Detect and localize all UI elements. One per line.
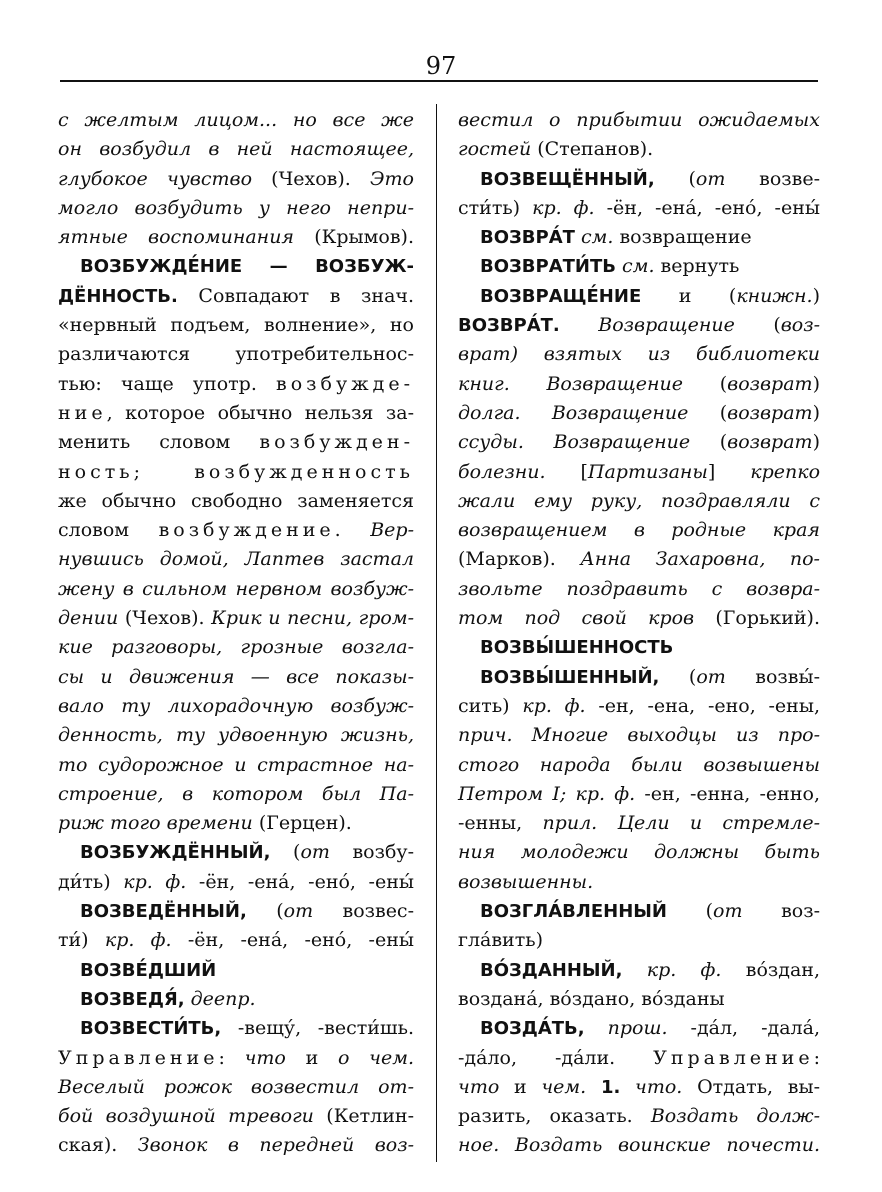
italic-text: Крик и песни, гром-: [211, 607, 414, 630]
text-run: различаются употребительнос-: [58, 343, 414, 366]
headword: ВОЗВЕЩЁННЫЙ,: [480, 168, 655, 190]
text-run: тью: чаще употр.: [58, 372, 277, 395]
text-run: [585, 1017, 608, 1039]
spaced-text: возбужденность: [194, 460, 414, 483]
text-line: [458, 985, 820, 1014]
text-line: [58, 545, 414, 574]
text-line: [58, 252, 414, 281]
italic-text: ное. Воздать воинские почести.: [458, 1134, 820, 1157]
text-line: [458, 458, 820, 487]
text-run: Отдать, вы-: [682, 1075, 821, 1098]
italic-text: деепр.: [190, 987, 256, 1010]
text-line: [458, 1073, 820, 1102]
text-run: (Степанов).: [531, 138, 654, 161]
text-run: ди́ть): [58, 870, 124, 893]
page-number: 97: [425, 52, 457, 80]
header-rule: [60, 80, 818, 82]
text-run: (: [246, 900, 284, 923]
text-line: [458, 809, 820, 838]
text-line: [458, 751, 820, 780]
italic-text: долга. Возвращение: [458, 401, 689, 424]
text-line: [458, 575, 820, 604]
text-line: [58, 106, 414, 135]
italic-text: могло возбудить у него непри-: [58, 196, 414, 219]
headword: ВОЗВРА́Т: [480, 227, 575, 249]
text-line: [58, 428, 414, 457]
text-run: (: [683, 372, 728, 395]
italic-text: прил. Цели и стремле-: [542, 812, 820, 835]
spaced-text: ность: [58, 460, 134, 483]
text-line: [58, 1044, 414, 1073]
text-run: ): [812, 372, 820, 395]
italic-text: прош.: [607, 1017, 668, 1040]
italic-text: сы и движения — все показы-: [58, 665, 414, 688]
italic-text: прич. Многие выходцы из про-: [458, 724, 820, 747]
text-run: возвращение: [613, 226, 752, 249]
text-run: во́здан,: [721, 958, 820, 981]
text-line: [58, 809, 414, 838]
text-run: (Герцен).: [252, 812, 352, 835]
text-run: воздана́, во́здано, во́зданы: [458, 987, 725, 1010]
italic-text: строение, в котором был Па-: [58, 782, 414, 805]
left-column: [58, 106, 414, 1161]
text-run: (: [690, 431, 728, 454]
text-run: ): [812, 401, 820, 424]
text-run: менить словом: [58, 431, 260, 454]
italic-text: кр. ф.: [646, 958, 722, 981]
italic-text: от: [696, 665, 726, 688]
text-run: гла́вить): [458, 929, 543, 952]
text-run: сить): [458, 694, 523, 717]
text-line: [458, 135, 820, 164]
text-line: [58, 458, 414, 487]
spaced-text: возбужден-: [259, 431, 414, 454]
column-divider: [436, 104, 437, 1162]
text-run: :: [218, 1046, 245, 1069]
text-run: (Чехов).: [252, 167, 370, 190]
spaced-text: Управление: [653, 1046, 814, 1069]
text-run: -ён, -ена́, -ено́, -ены́: [594, 196, 820, 219]
text-run: [586, 1076, 601, 1098]
headword: ВОЗВЫ́ШЕННЫЙ,: [480, 666, 660, 688]
text-line: [58, 1102, 414, 1131]
spaced-text: возбуждение: [158, 519, 335, 542]
text-run: разить, оказать.: [458, 1105, 651, 1128]
headword: ВОЗВРАТИ́ТЬ: [480, 256, 616, 278]
text-line: [458, 721, 820, 750]
text-line: [58, 370, 414, 399]
italic-text: Партизаны: [587, 460, 708, 483]
text-line: [58, 897, 414, 926]
text-line: [58, 868, 414, 897]
italic-text: что: [244, 1046, 286, 1069]
text-run: сти́ть): [458, 196, 533, 219]
text-run: -вещу́, -вести́шь.: [221, 1017, 414, 1040]
italic-text: крепко: [750, 460, 821, 483]
italic-text: книг. Возвращение: [458, 372, 684, 395]
text-line: [458, 545, 820, 574]
headword: ВОЗВЕДЯ́,: [80, 988, 185, 1010]
italic-text: бой воздушной тревоги: [58, 1105, 314, 1128]
text-line: [458, 399, 820, 428]
text-line: [458, 1014, 820, 1043]
text-line: [458, 897, 820, 926]
text-run: вернуть: [654, 255, 740, 278]
spaced-text: возбужде-: [276, 372, 414, 395]
text-line: [458, 780, 820, 809]
text-run: ская).: [58, 1134, 138, 1157]
text-run: :: [813, 1046, 820, 1069]
text-line: [58, 282, 414, 311]
text-line: [58, 1014, 414, 1043]
italic-text: то судорожное и страстное на-: [58, 753, 414, 776]
text-line: [58, 1073, 414, 1102]
text-run: возбу-: [329, 841, 415, 864]
italic-text: Веселый рожок возвестил от-: [58, 1075, 414, 1098]
text-run: -ён, -ена́, -ено́, -ены́: [186, 870, 415, 893]
italic-text: от: [300, 841, 330, 864]
headword: ДЁННОСТЬ.: [58, 285, 178, 307]
text-run: -ен, -ена, -ено, -ены,: [585, 694, 820, 717]
text-line: [458, 340, 820, 369]
text-line: [58, 487, 414, 516]
text-line: [58, 194, 414, 223]
spaced-text: Управление: [58, 1046, 219, 1069]
italic-text: возврат: [727, 401, 813, 424]
italic-text: от: [283, 900, 314, 923]
right-column: [458, 106, 820, 1161]
text-line: [58, 692, 414, 721]
italic-text: о чем.: [337, 1046, 414, 1069]
text-run: -ен, -енна, -енно,: [635, 782, 820, 805]
text-line: [458, 223, 820, 252]
text-line: [58, 223, 414, 252]
italic-text: звольте поздравить с возвра-: [458, 577, 820, 600]
text-line: [58, 663, 414, 692]
text-line: [458, 370, 820, 399]
text-run: ;: [133, 460, 195, 483]
text-line: [458, 633, 820, 662]
italic-text: чем.: [541, 1075, 587, 1098]
text-run: (: [666, 900, 713, 923]
text-line: [458, 868, 820, 897]
italic-text: от: [713, 900, 743, 923]
text-line: [58, 956, 414, 985]
text-line: [58, 340, 414, 369]
italic-text: что.: [635, 1075, 683, 1098]
text-run: -да́ло, -да́ли.: [458, 1046, 654, 1069]
text-line: [58, 399, 414, 428]
italic-text: с желтым лицом... но все же: [58, 109, 414, 131]
headword: ВОЗБУЖДЕ́НИЕ — ВОЗБУЖ-: [80, 256, 414, 278]
text-run: возвы́-: [725, 665, 821, 688]
italic-text: возврат: [727, 431, 813, 454]
text-run: .: [334, 519, 371, 542]
text-line: [458, 252, 820, 281]
text-line: [58, 751, 414, 780]
text-line: [58, 516, 414, 545]
text-run: [: [545, 460, 588, 483]
italic-text: Возвращение: [598, 314, 735, 337]
italic-text: возвышенны.: [458, 870, 594, 893]
text-run: (Крымов).: [294, 226, 414, 249]
text-line: [458, 663, 820, 692]
text-run: -ён, -ена́, -ено́, -ены́: [171, 929, 414, 952]
text-line: [58, 604, 414, 633]
text-run: -енны,: [458, 812, 543, 835]
headword: ВОЗГЛА́ВЛЕННЫЙ: [480, 901, 667, 923]
text-run: же обычно свободно заменяется: [58, 489, 414, 512]
headword: ВОЗВЕСТИ́ТЬ,: [80, 1018, 222, 1040]
italic-text: риж того времени: [58, 812, 253, 835]
headword: ВОЗВЕДЁННЫЙ,: [80, 901, 247, 923]
italic-text: что: [458, 1075, 500, 1098]
headword: ВОЗВЕ́ДШИЙ: [80, 959, 217, 981]
text-run: возве-: [725, 167, 820, 190]
text-run: ти́): [58, 929, 105, 952]
italic-text: дении: [58, 607, 119, 630]
text-line: [458, 838, 820, 867]
text-run: ): [812, 431, 820, 454]
text-run: и: [285, 1046, 338, 1069]
text-run: «нервный подъем, волнение», но: [58, 314, 414, 337]
italic-text: вало ту лихорадочную возбуж-: [58, 694, 414, 717]
text-run: (: [688, 401, 728, 424]
text-line: [458, 516, 820, 545]
italic-text: Вер-: [370, 519, 414, 542]
text-line: [458, 1102, 820, 1131]
headword: 1.: [600, 1076, 621, 1098]
text-run: и: [499, 1075, 542, 1098]
italic-text: ния молодежи должны быть: [458, 841, 820, 864]
italic-text: вестил о прибытии ожидаемых: [458, 109, 820, 131]
italic-text: стого народа были возвышены: [458, 753, 820, 776]
italic-text: ятные воспоминания: [58, 226, 295, 249]
italic-text: см.: [580, 226, 614, 249]
headword: ВОЗВРАЩЕ́НИЕ: [480, 285, 642, 307]
text-line: [58, 721, 414, 750]
text-line: [58, 1131, 414, 1160]
text-line: [458, 956, 820, 985]
headword: ВОЗВРА́Т.: [458, 315, 560, 337]
headword: ВО́ЗДАННЫЙ,: [480, 959, 623, 981]
italic-text: возврат: [727, 372, 813, 395]
text-line: [458, 1044, 820, 1073]
text-run: воз-: [742, 900, 820, 923]
italic-text: кр. ф.: [104, 929, 172, 952]
italic-text: жали ему руку, поздравляли с: [458, 489, 820, 512]
italic-text: том под свой кров: [458, 607, 695, 630]
text-run: -да́л, -дала́,: [667, 1017, 820, 1040]
italic-text: Воздать долж-: [650, 1105, 820, 1128]
italic-text: гостей: [458, 138, 532, 161]
text-run: (: [654, 167, 696, 190]
text-line: [458, 487, 820, 516]
italic-text: книжн.: [736, 284, 813, 307]
italic-text: нувшись домой, Лаптев застал: [58, 548, 414, 571]
text-line: [458, 428, 820, 457]
italic-text: Петром I; кр. ф.: [458, 782, 636, 805]
text-line: [58, 575, 414, 604]
italic-text: глубокое чувство: [58, 167, 253, 190]
text-run: , которое обычно нельзя за-: [106, 401, 414, 424]
text-line: [458, 1131, 820, 1160]
text-run: ]: [707, 460, 751, 483]
text-line: [58, 985, 414, 1014]
text-run: [560, 314, 598, 336]
text-line: [458, 311, 820, 340]
text-line: [458, 282, 820, 311]
text-line: [58, 633, 414, 662]
italic-text: кр. ф.: [123, 870, 187, 893]
italic-text: ссуды. Возвращение: [458, 431, 691, 454]
text-run: (: [659, 665, 697, 688]
text-run: (: [270, 841, 301, 864]
text-run: (Кетлин-: [313, 1105, 414, 1128]
italic-text: воз-: [780, 314, 821, 337]
italic-text: болезни.: [458, 460, 546, 483]
text-line: [58, 926, 414, 955]
italic-text: Анна Захаровна, по-: [580, 548, 820, 571]
text-line: [458, 604, 820, 633]
text-run: (Марков).: [458, 548, 581, 571]
italic-text: кр. ф.: [522, 694, 586, 717]
italic-text: врат) взятых из библиотеки: [458, 343, 820, 366]
text-line: [58, 780, 414, 809]
text-line: [58, 165, 414, 194]
italic-text: Это: [370, 167, 414, 190]
italic-text: кие разговоры, грозные возгла-: [58, 636, 414, 659]
text-run: (: [734, 314, 781, 337]
text-line: [458, 106, 820, 135]
text-run: [620, 1076, 635, 1098]
text-line: [58, 838, 414, 867]
italic-text: денность, ту удвоенную жизнь,: [58, 724, 414, 747]
text-line: [458, 926, 820, 955]
italic-text: жену в сильном нервном возбуж-: [58, 577, 414, 600]
text-run: словом: [58, 519, 159, 542]
headword: ВОЗБУЖДЁННЫЙ,: [80, 842, 271, 864]
spaced-text: ние: [58, 401, 107, 424]
text-run: [622, 959, 646, 981]
italic-text: от: [695, 167, 726, 190]
text-line: [458, 194, 820, 223]
headword: ВОЗВЫ́ШЕННОСТЬ: [480, 637, 674, 659]
text-run: Совпадают в знач.: [177, 284, 414, 307]
italic-text: возвращением в родные края: [458, 519, 820, 542]
text-run: (Горький).: [694, 607, 820, 630]
italic-text: Звонок в передней воз-: [137, 1134, 414, 1157]
italic-text: он возбудил в ней настоящее,: [58, 138, 414, 161]
text-run: и (: [641, 284, 737, 307]
text-line: [458, 692, 820, 721]
text-run: (Чехов).: [118, 607, 212, 630]
text-run: ): [812, 284, 820, 307]
text-run: возвес-: [313, 900, 414, 923]
text-line: [58, 311, 414, 340]
headword: ВОЗДА́ТЬ,: [480, 1018, 585, 1040]
text-line: [58, 135, 414, 164]
italic-text: см.: [622, 255, 655, 278]
text-line: [458, 165, 820, 194]
italic-text: кр. ф.: [532, 196, 595, 219]
